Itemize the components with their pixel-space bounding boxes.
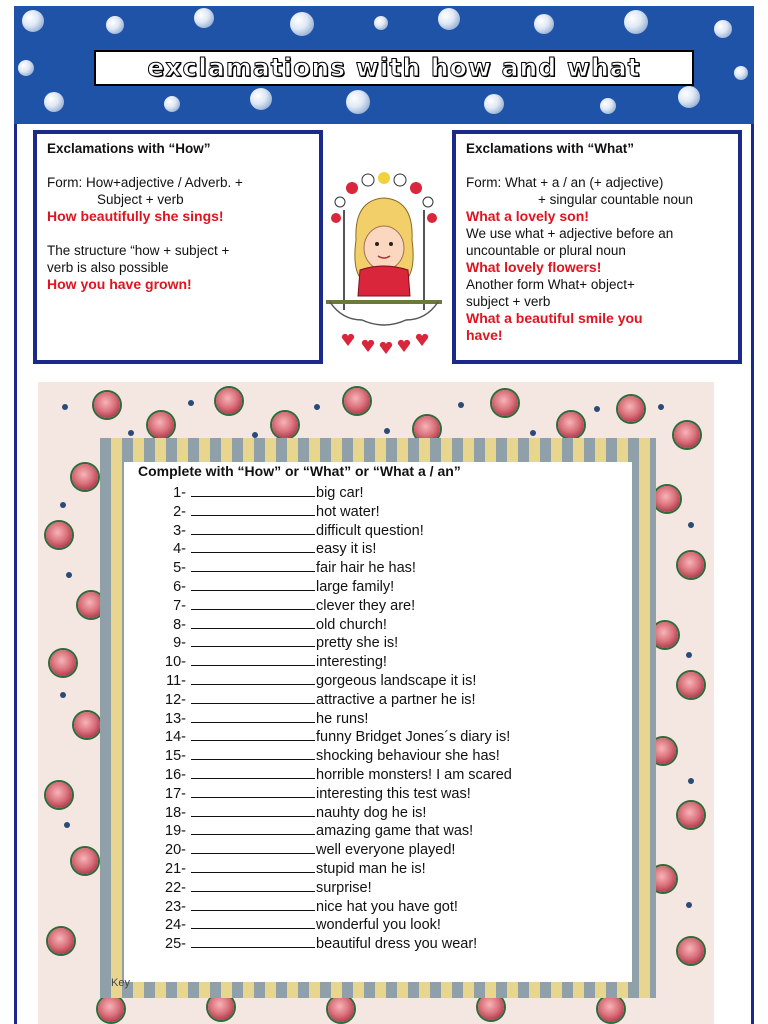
exercise-item — [158, 935, 598, 954]
what-note1-line1: We use what + adjective before an — [466, 226, 674, 241]
item-number: 5- — [173, 560, 186, 577]
rose-icon — [216, 388, 242, 414]
item-text: pretty she is! — [316, 635, 399, 652]
answer-blank[interactable] — [191, 822, 315, 835]
item-text: amazing game that was! — [316, 823, 474, 840]
item-text: nice hat you have got! — [316, 898, 458, 915]
what-box — [452, 130, 742, 364]
item-text: clever they are! — [316, 597, 416, 614]
item-number: 12- — [165, 691, 186, 708]
item-text: attractive a partner he is! — [316, 691, 476, 708]
answer-blank[interactable] — [191, 916, 315, 929]
rose-icon — [98, 996, 124, 1022]
worksheet-title: Complete with “How” or “What” or “What a / an” — [138, 463, 461, 479]
item-number: 18- — [165, 804, 186, 821]
answer-blank[interactable] — [191, 672, 315, 685]
what-form-line1: Form: What + a / an (+ adjective) — [466, 175, 664, 190]
how-form-line1: Form: How+adjective / Adverb. + — [47, 175, 243, 190]
item-text: big car! — [316, 485, 364, 501]
rose-icon — [46, 782, 72, 808]
rose-icon — [344, 388, 370, 414]
answer-blank[interactable] — [191, 522, 315, 535]
exercise-item — [158, 804, 598, 823]
rose-icon — [48, 928, 74, 954]
what-example3-line1: What a beautiful smile you — [466, 310, 643, 326]
exercise-item — [158, 672, 598, 691]
answer-blank[interactable] — [191, 860, 315, 873]
rose-icon — [72, 464, 98, 490]
rose-icon — [72, 848, 98, 874]
answer-blank[interactable] — [191, 710, 315, 723]
answer-blank[interactable] — [191, 841, 315, 854]
girl-on-swing-clipart-icon — [322, 170, 446, 366]
answer-blank[interactable] — [191, 559, 315, 572]
item-text: interesting this test was! — [316, 785, 471, 802]
item-text: wonderful you look! — [316, 917, 441, 934]
item-number: 10- — [165, 654, 186, 671]
exercise-item — [158, 841, 598, 860]
how-note-line2: verb is also possible — [47, 260, 169, 275]
rose-icon — [492, 390, 518, 416]
exercise-item — [158, 898, 598, 917]
item-text: nauhty dog he is! — [316, 804, 427, 821]
what-example2: What lovely flowers! — [466, 259, 602, 275]
what-example1: What a lovely son! — [466, 208, 589, 224]
rose-icon — [74, 712, 100, 738]
rose-icon — [678, 938, 704, 964]
answer-blank[interactable] — [191, 578, 315, 591]
exercise-item — [158, 822, 598, 841]
item-text: horrible monsters! I am scared — [316, 766, 512, 783]
exercise-item — [158, 616, 598, 635]
how-form-line2: Subject + verb — [97, 192, 184, 207]
spacer — [47, 225, 309, 242]
exercise-item — [158, 578, 598, 597]
rose-icon — [678, 672, 704, 698]
rose-icon — [50, 650, 76, 676]
item-number: 17- — [165, 785, 186, 802]
answer-blank[interactable] — [191, 935, 315, 948]
item-text: hot water! — [316, 503, 380, 520]
exercise-item — [158, 710, 598, 729]
exercise-item — [158, 559, 598, 578]
exercise-item — [158, 484, 598, 503]
item-text: beautiful dress you wear! — [316, 936, 478, 953]
item-number: 16- — [165, 766, 186, 783]
what-note2-line2: subject + verb — [466, 294, 551, 309]
answer-blank[interactable] — [191, 766, 315, 779]
answer-blank[interactable] — [191, 503, 315, 516]
rose-icon — [46, 522, 72, 548]
item-number: 14- — [165, 729, 186, 746]
item-number: 24- — [165, 917, 186, 934]
exercise-item — [158, 728, 598, 747]
rose-icon — [678, 552, 704, 578]
what-note2-line1: Another form What+ object+ — [466, 277, 635, 292]
item-number: 15- — [165, 748, 186, 765]
item-number: 20- — [165, 842, 186, 859]
banner-title: exclamations with how and what — [94, 50, 694, 86]
exercise-item — [158, 691, 598, 710]
item-number: 6- — [173, 578, 186, 595]
item-text: interesting! — [316, 654, 387, 671]
answer-blank[interactable] — [191, 616, 315, 629]
worksheet — [38, 382, 714, 1024]
item-text: fair hair he has! — [316, 560, 416, 577]
key-label: Key — [111, 977, 130, 989]
exercise-item — [158, 597, 598, 616]
item-text: surprise! — [316, 879, 372, 896]
item-number: 4- — [173, 541, 186, 558]
item-number: 8- — [173, 616, 186, 633]
item-number: 21- — [165, 860, 186, 877]
how-box — [33, 130, 323, 364]
answer-blank[interactable] — [191, 747, 315, 760]
exercise-item — [158, 540, 598, 559]
item-text: well everyone played! — [316, 842, 456, 859]
answer-blank[interactable] — [191, 653, 315, 666]
rose-icon — [678, 802, 704, 828]
answer-blank[interactable] — [191, 691, 315, 704]
exercise-item — [158, 766, 598, 785]
rose-icon — [272, 412, 298, 438]
exercise-item — [158, 634, 598, 653]
answer-blank[interactable] — [191, 540, 315, 553]
answer-blank[interactable] — [191, 785, 315, 798]
exercise-list — [158, 484, 598, 954]
item-number: 7- — [173, 597, 186, 614]
answer-blank[interactable] — [191, 804, 315, 817]
item-number: 22- — [165, 879, 186, 896]
rose-icon — [674, 422, 700, 448]
exercise-item — [158, 503, 598, 522]
item-text: old church! — [316, 616, 387, 633]
exercise-item — [158, 860, 598, 879]
rose-icon — [598, 996, 624, 1022]
answer-blank[interactable] — [191, 728, 315, 741]
item-number: 25- — [165, 936, 186, 953]
exercise-item — [158, 785, 598, 804]
exercise-item — [158, 916, 598, 935]
exercise-item — [158, 879, 598, 898]
item-number: 19- — [165, 823, 186, 840]
title-banner — [14, 6, 754, 124]
rose-icon — [558, 412, 584, 438]
item-text: stupid man he is! — [316, 860, 426, 877]
item-text: easy it is! — [316, 541, 377, 558]
rose-icon — [148, 412, 174, 438]
what-example3-line2: have! — [466, 327, 503, 343]
item-text: gorgeous landscape it is! — [316, 672, 477, 689]
item-number: 1- — [173, 485, 186, 501]
rose-icon — [654, 486, 680, 512]
exercise-item — [158, 653, 598, 672]
what-note1-line2: uncountable or plural noun — [466, 243, 626, 258]
exercise-item — [158, 522, 598, 541]
item-number: 23- — [165, 898, 186, 915]
item-text: funny Bridget Jones´s diary is! — [316, 729, 511, 746]
item-text: shocking behaviour she has! — [316, 748, 500, 765]
rose-icon — [328, 996, 354, 1022]
item-number: 2- — [173, 503, 186, 520]
exercise-item — [158, 747, 598, 766]
item-text: large family! — [316, 578, 395, 595]
answer-blank[interactable] — [191, 879, 315, 892]
item-number: 9- — [173, 635, 186, 652]
answer-blank[interactable] — [191, 597, 315, 610]
what-form-line2: + singular countable noun — [538, 192, 693, 207]
how-heading: Exclamations with “How” — [47, 141, 211, 156]
item-text: he runs! — [316, 710, 369, 727]
answer-blank[interactable] — [191, 634, 315, 647]
how-example2: How you have grown! — [47, 276, 192, 292]
answer-blank[interactable] — [191, 484, 315, 497]
answer-blank[interactable] — [191, 898, 315, 911]
item-number: 3- — [173, 522, 186, 539]
item-text: difficult question! — [316, 522, 424, 539]
how-note-line1: The structure “how + subject + — [47, 243, 230, 258]
how-example1: How beautifully she sings! — [47, 208, 224, 224]
what-heading: Exclamations with “What” — [466, 141, 635, 156]
rose-icon — [94, 392, 120, 418]
item-number: 13- — [165, 710, 186, 727]
rose-icon — [618, 396, 644, 422]
item-number: 11- — [166, 672, 186, 689]
